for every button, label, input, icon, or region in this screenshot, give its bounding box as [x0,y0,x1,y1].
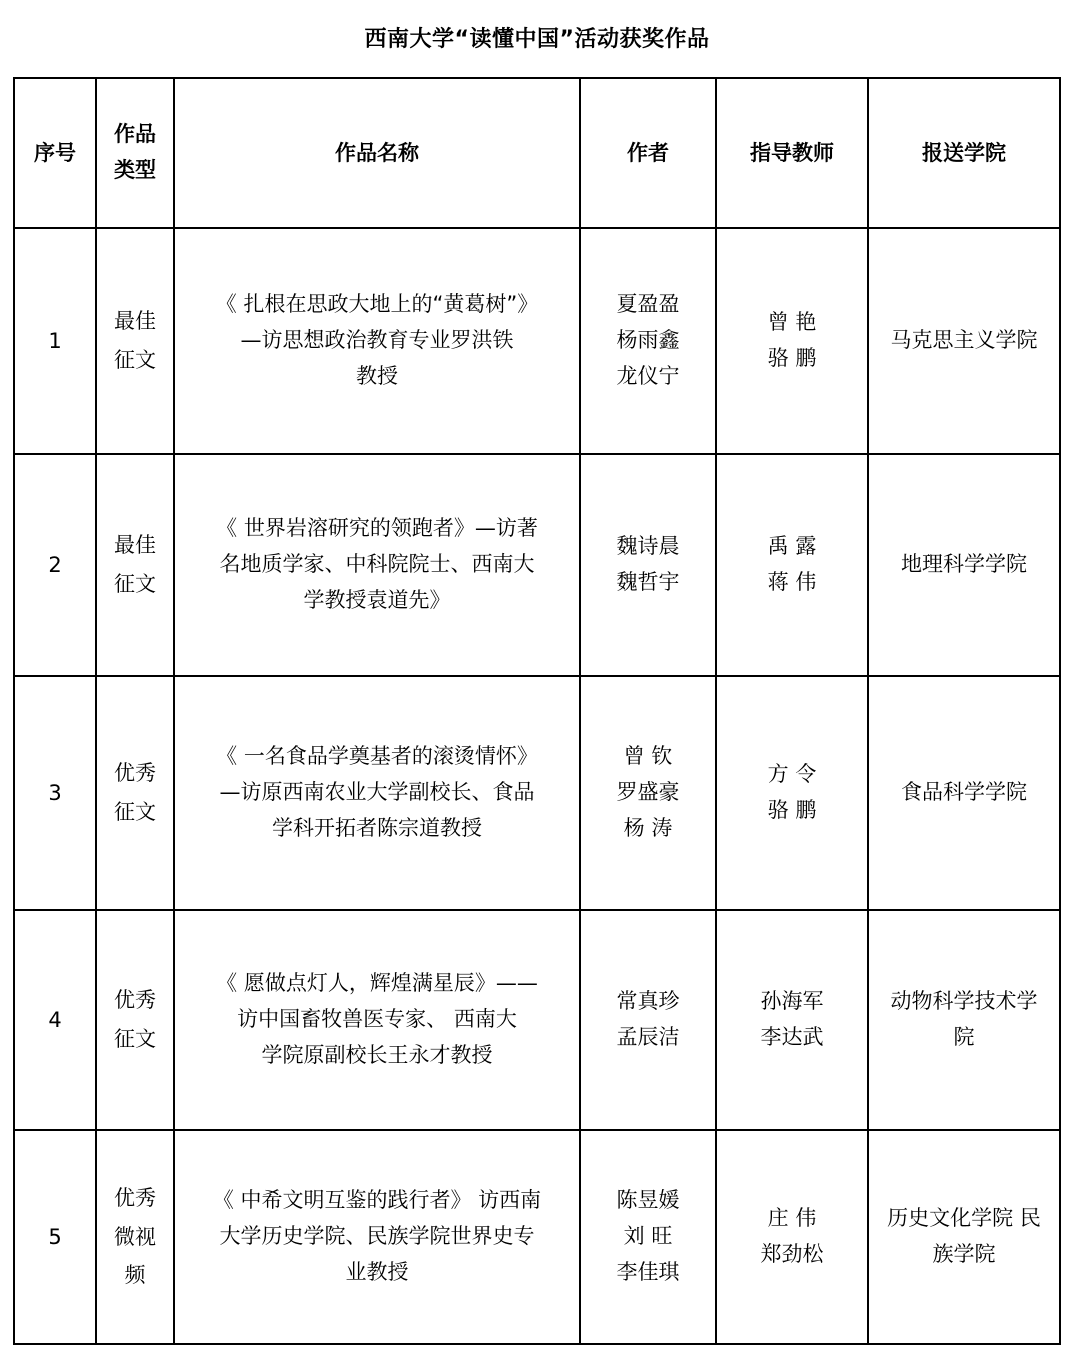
cell-index: 5 [14,1130,96,1344]
column-header-author: 作者 [580,78,716,228]
cell-index: 2 [14,454,96,676]
cell-index: 4 [14,910,96,1130]
column-header-type: 作品 类型 [96,78,174,228]
cell-work-name: 《 世界岩溶研究的领跑者》—访著 名地质学家、中科院院士、西南大 学教授袁道先》 [174,454,580,676]
table-row [14,454,1060,676]
column-header-name: 作品名称 [174,78,580,228]
page-title: 西南大学“读懂中国”活动获奖作品 [364,27,710,52]
table-row [14,910,1060,1130]
cell-authors: 魏诗晨 魏哲宇 [580,454,716,676]
cell-college: 地理科学学院 [868,454,1060,676]
cell-type: 优秀 征文 [96,676,174,910]
cell-type: 优秀 微视 频 [96,1130,174,1344]
cell-index: 3 [14,676,96,910]
cell-authors: 夏盈盈 杨雨鑫 龙仪宁 [580,228,716,454]
column-header-college: 报送学院 [868,78,1060,228]
column-header-teacher: 指导教师 [716,78,868,228]
cell-teachers: 方 令 骆 鹏 [716,676,868,910]
cell-teachers: 禹 露 蒋 伟 [716,454,868,676]
cell-college: 食品科学学院 [868,676,1060,910]
table-body [14,228,1060,1344]
award-works-table [13,77,1061,1345]
cell-work-name: 《 扎根在思政大地上的“黄葛树”》 —访思想政治教育专业罗洪铁 教授 [174,228,580,454]
cell-type: 优秀 征文 [96,910,174,1130]
cell-work-name: 《 中希文明互鉴的践行者》 访西南 大学历史学院、民族学院世界史专 业教授 [174,1130,580,1344]
cell-authors: 陈昱媛 刘 旺 李佳琪 [580,1130,716,1344]
table-row [14,228,1060,454]
table-row [14,1130,1060,1344]
cell-teachers: 庄 伟 郑劲松 [716,1130,868,1344]
cell-index: 1 [14,228,96,454]
cell-type: 最佳 征文 [96,228,174,454]
cell-type: 最佳 征文 [96,454,174,676]
column-header-index: 序号 [14,78,96,228]
table-header [14,78,1060,228]
cell-work-name: 《 愿做点灯人，辉煌满星辰》—— 访中国畜牧兽医专家、 西南大 学院原副校长王永才教授 [174,910,580,1130]
cell-college: 动物科学技术学 院 [868,910,1060,1130]
cell-teachers: 孙海军 李达武 [716,910,868,1130]
cell-college: 马克思主义学院 [868,228,1060,454]
table-row [14,676,1060,910]
cell-work-name: 《 一名食品学奠基者的滚烫情怀》 —访原西南农业大学副校长、食品 学科开拓者陈宗道教授 [174,676,580,910]
cell-college: 历史文化学院 民 族学院 [868,1130,1060,1344]
cell-teachers: 曾 艳 骆 鹏 [716,228,868,454]
table-header-row [14,78,1060,228]
cell-authors: 曾 钦 罗盛豪 杨 涛 [580,676,716,910]
cell-authors: 常真珍 孟辰洁 [580,910,716,1130]
